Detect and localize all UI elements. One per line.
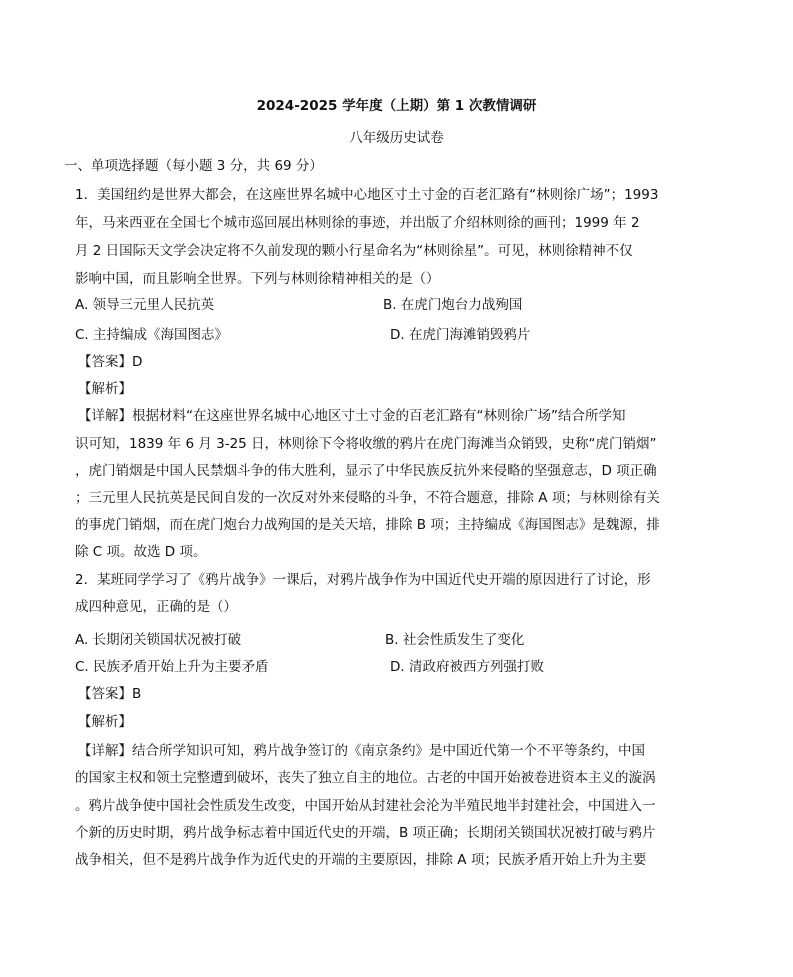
q2-answer: 【答案】B — [78, 686, 142, 702]
q2-stem-line-2: 成四种意见，正确的是（） — [75, 599, 237, 615]
q1-answer: 【答案】D — [78, 354, 143, 370]
q2-detail-line-5: 战争相关，但不是鸦片战争作为近代史的开端的主要原因，排除 A 项；民族矛盾开始上升为主要 — [75, 852, 647, 868]
q2-detail-line-4: 个新的历史时期，鸦片战争标志着中国近代史的开端，B 项正确；长期闭关锁国状况被打破与鸦片 — [75, 825, 656, 841]
q1-stem-line-1: 1．美国纽约是世界大都会，在这座世界名城中心地区寸土寸金的百老汇路有“林则徐广场”；1993 — [75, 187, 659, 203]
q1-option-c: C. 主持编成《海国图志》 — [75, 327, 229, 343]
q1-option-a: A. 领导三元里人民抗英 — [75, 297, 215, 313]
q2-stem-line-1: 2．某班同学学习了《鸦片战争》一课后，对鸦片战争作为中国近代史开端的原因进行了讨论，形 — [75, 572, 651, 588]
q1-detail-line-2: 识可知，1839 年 6 月 3-25 日，林则徐下令将收缴的鸦片在虎门海滩当众销毁，史称“虎门销烟” — [75, 436, 657, 452]
q2-option-b: B. 社会性质发生了变化 — [385, 632, 525, 648]
q1-stem-line-4: 影响中国，而且影响全世界。下列与林则徐精神相关的是（） — [75, 271, 440, 287]
q2-detail-line-1: 【详解】结合所学知识可知，鸦片战争签订的《南京条约》是中国近代第一个不平等条约，中国 — [78, 743, 645, 759]
q1-detail-line-5: 的事虎门销烟，而在虎门炮台力战殉国的是关天培，排除 B 项；主持编成《海国图志》是魏源，排 — [75, 517, 660, 533]
q1-analysis-label: 【解析】 — [78, 381, 132, 397]
q1-option-b: B. 在虎门炮台力战殉国 — [383, 297, 523, 313]
q2-analysis-label: 【解析】 — [78, 714, 132, 730]
q2-detail-line-2: 的国家主权和领土完整遭到破坏，丧失了独立自主的地位。古老的中国开始被卷进资本主义的漩涡 — [75, 770, 656, 786]
section-heading: 一、单项选择题（每小题 3 分，共 69 分） — [64, 158, 323, 174]
q1-detail-line-4: ；三元里人民抗英是民间自发的一次反对外来侵略的斗争，不符合题意，排除 A 项；与林则徐有关 — [75, 490, 660, 506]
exam-title: 2024-2025 学年度（上期）第 1 次教情调研 — [256, 98, 537, 114]
q1-detail-line-6: 除 C 项。故选 D 项。 — [75, 544, 207, 560]
q1-stem-line-2: 年，马来西亚在全国七个城市巡回展出林则徐的事迹，并出版了介绍林则徐的画刊；1999 年 2 — [75, 215, 640, 231]
q1-detail-line-3: ，虎门销烟是中国人民禁烟斗争的伟大胜利，显示了中华民族反抗外来侵略的坚强意志，D 项正确 — [75, 463, 657, 479]
q1-stem-line-3: 月 2 日国际天文学会决定将不久前发现的颗小行星命名为“林则徐星”。可见，林则徐精神不仅 — [75, 243, 633, 259]
q2-detail-line-3: 。鸦片战争使中国社会性质发生改变，中国开始从封建社会沦为半殖民地半封建社会，中国进入一 — [75, 798, 656, 814]
q1-detail-line-1: 【详解】根据材料“在这座世界名城中心地区寸土寸金的百老汇路有“林则徐广场”结合所学知 — [78, 408, 626, 424]
exam-subtitle: 八年级历史试卷 — [349, 130, 444, 146]
q1-option-d: D. 在虎门海滩销毁鸦片 — [390, 327, 531, 343]
q2-option-c: C. 民族矛盾开始上升为主要矛盾 — [75, 659, 269, 675]
q2-option-d: D. 清政府被西方列强打败 — [390, 659, 544, 675]
q2-option-a: A. 长期闭关锁国状况被打破 — [75, 632, 242, 648]
